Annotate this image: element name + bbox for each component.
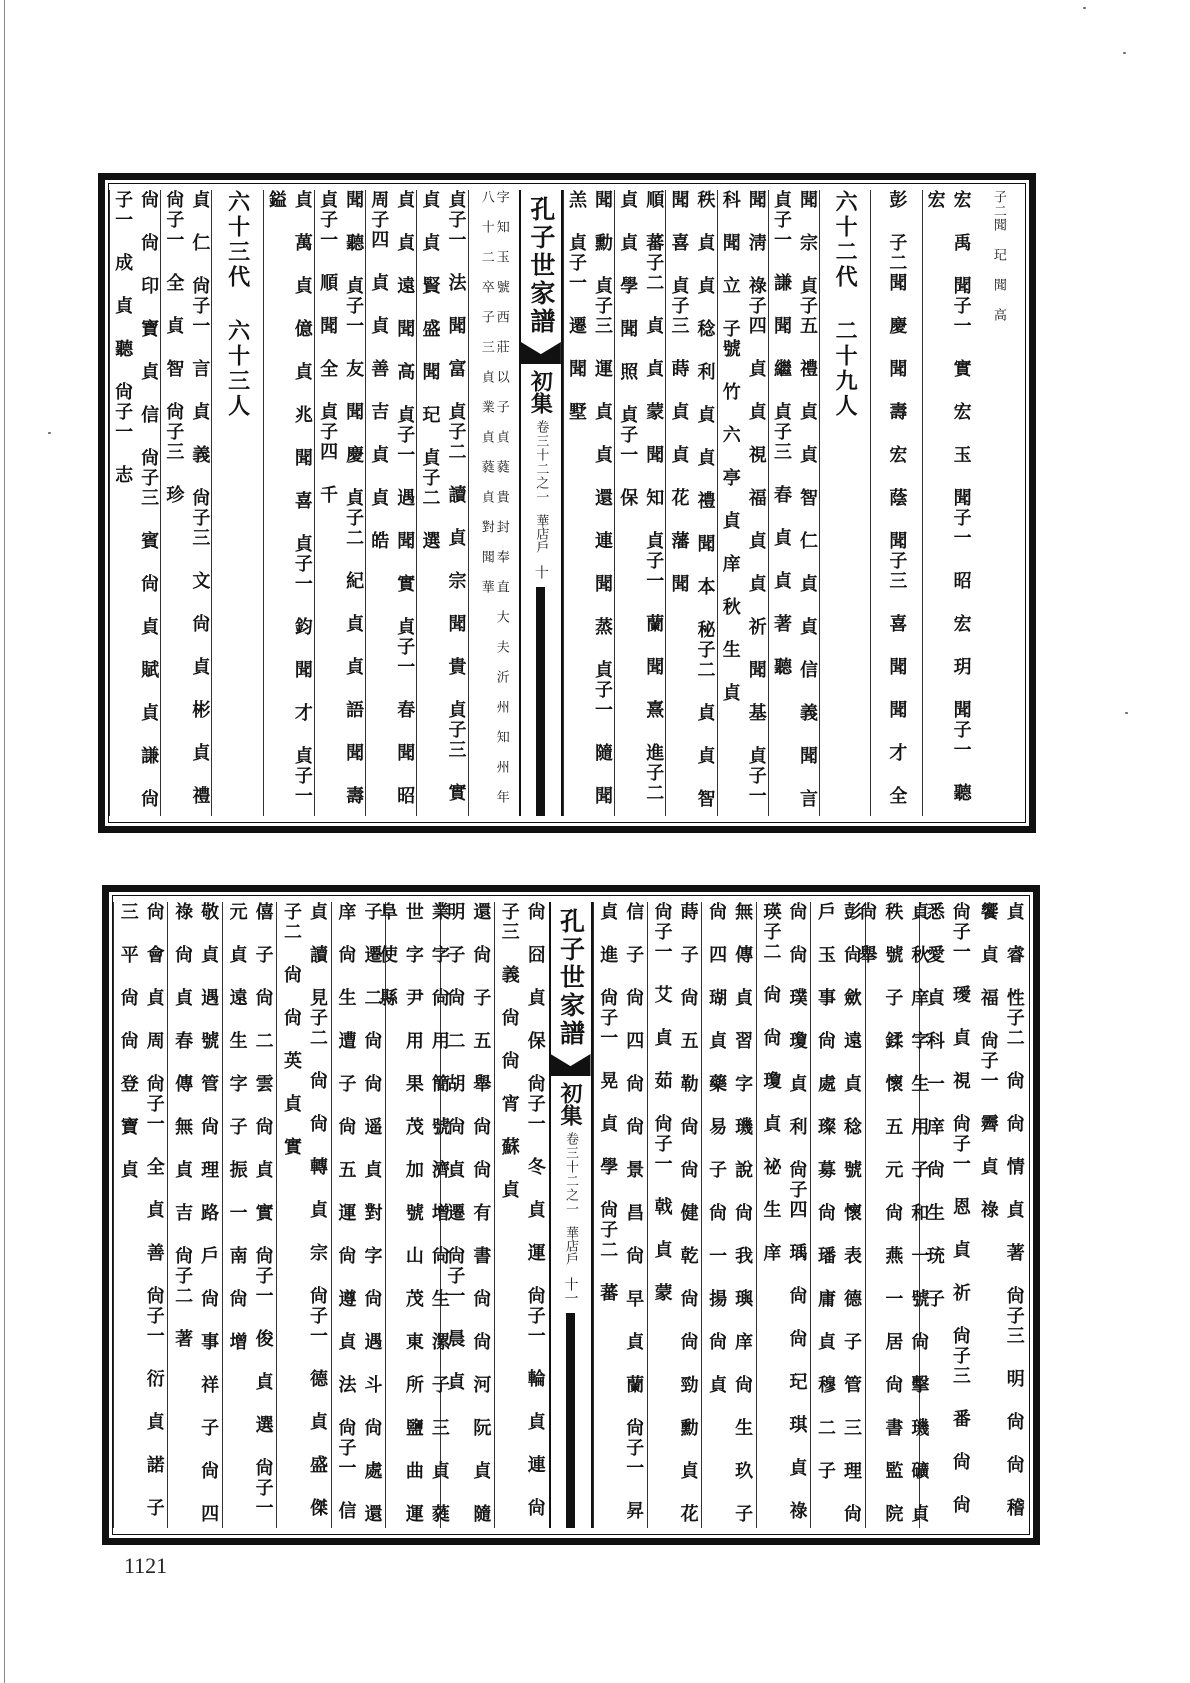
genealogy-column bbox=[973, 190, 1024, 816]
center-black-bar bbox=[536, 587, 545, 816]
column-text: 尙子一 璦 貞 視 尙子一 恩 貞 祈 尙子三 番 尙 尙 悉 愛 貞 科 一 庠 尙 生 珫 子 bbox=[923, 902, 971, 1515]
genealogy-column bbox=[365, 190, 416, 816]
volume-label: 卷三十二之一 bbox=[563, 1132, 578, 1216]
genealogy-column bbox=[614, 190, 665, 816]
book-title: 孔子世家譜 bbox=[556, 908, 586, 1048]
genealogy-column bbox=[819, 190, 870, 816]
genealogy-column bbox=[276, 902, 330, 1528]
fish-tail-mark bbox=[551, 1054, 591, 1076]
column-text: 秩 貞 貞 稔 利 貞 貞 禮 聞 本 秘子二 貞 貞 智 聞 喜 貞子三 蒔 貞 貞 花 藩 聞 bbox=[668, 190, 716, 809]
genealogy-column bbox=[717, 190, 768, 816]
column-text: 字 知 玉 號 西 莊 以 子 貞 蕤 貴 封 奉 直 大 夫 沂 州 知 州 年 八 十 二 卒 子 三 貞 業 貞 蕤 貞 對 聞 華 bbox=[478, 190, 509, 804]
center-black-bar bbox=[566, 1313, 575, 1528]
scan-speck bbox=[1125, 712, 1128, 714]
column-text: 順 蕃子二 貞 貞 蒙 聞 知 貞子一 蘭 聞 熹 進子二 貞 貞 學 聞 照 貞子一 保 bbox=[617, 190, 665, 803]
genealogy-column bbox=[701, 902, 755, 1528]
column-text: 尙 會 貞 周 尙子一 全 貞 善 尙子一 衍 貞 諾 子三 平 尙 尙 登 寶 貞 bbox=[117, 902, 165, 1518]
genealogy-column bbox=[160, 190, 211, 816]
genealogy-page-top bbox=[98, 173, 1036, 833]
column-text: 貞 秋 庠 字 生 用 子 和 一 號 尙 擊 璣 礦 貞 秩 號 子 鍒 懷 五 元 尙 燕 一 居 尙 書 監 院 尙 舉 bbox=[856, 902, 930, 1524]
page-number: 1121 bbox=[124, 1553, 168, 1578]
genealogy-column bbox=[922, 190, 973, 816]
column-text: 子 遷 二 尙 尙 遥 貞 對 字 尙 遇 斗 尙 處 還 庠 尙 生 遭 子 尙 五 運 尙 遵 貞 法 尙子一 信 bbox=[335, 902, 383, 1524]
genealogy-column bbox=[167, 902, 221, 1528]
column-text: 無 傳 貞 習 字 璣 說 尙 我 璵 庠 尙 生 玖 子 尙 四 瑚 貞 藥 易 子 尙 一 揚 尙 貞 bbox=[706, 902, 754, 1524]
genealogy-column bbox=[870, 190, 921, 816]
folio-number: 十一 bbox=[562, 1277, 579, 1305]
column-text: 貞 讀 見子二 尙 尙 轉 貞 宗 尙子一 德 貞 盛 傑子二 尙 尙 英 貞 實 bbox=[281, 902, 329, 1518]
genealogy-column bbox=[974, 902, 1028, 1528]
column-text: 業 字 尙 用 簡 號 濟 增 尙 生 漯 子 三 貞 蕤 世 字 尹 用 果 茂 加 號 山 茂 東 所 鹽 曲 運 阜 使 縣 bbox=[376, 902, 450, 1524]
column-text: 彭 子二聞 慶 聞 壽 宏 蔭 聞子三 喜 聞 聞 才 全 bbox=[886, 190, 908, 806]
scan-speck bbox=[48, 432, 51, 434]
column-text: 貞 貞 遠 聞 高 貞子一 遇 聞 實 貞子一 春 聞 昭 周子四 貞 貞 善 吉 貞 貞 皓 bbox=[368, 190, 416, 806]
column-text: 蒔 子 尙 五 勒 尙 尙 健 乾 尙 尙 勁 勳 貞 花 尙子一 艾 貞 茹 尙子一 戟 貞 蒙 bbox=[651, 902, 699, 1524]
scan-speck bbox=[1123, 52, 1126, 54]
genealogy-column bbox=[665, 190, 716, 816]
center-title-column bbox=[549, 902, 593, 1528]
genealogy-column bbox=[468, 190, 519, 816]
column-text: 六十二代 二十九人 bbox=[832, 190, 859, 419]
column-text: 貞 仁 尙子一 言 貞 義 尙子三 文 尙 貞 彬 貞 禮 尙子一 全 貞 智 尙子三 珍 bbox=[163, 190, 211, 806]
genealogy-column bbox=[376, 902, 450, 1528]
genealogy-column bbox=[222, 902, 276, 1528]
branch-label: 華店戶 bbox=[533, 514, 549, 553]
genealogy-column bbox=[416, 190, 467, 816]
series-label: 初集 bbox=[557, 1082, 583, 1126]
column-text: 子二聞 玘 聞 高 bbox=[990, 190, 1006, 322]
column-text: 尙 尙 璞 瓊 貞 利 尙子四 瑀 尙 尙 玘 琪 貞 祿 瑛子二 尙 尙 瓊 貞 祕 生 庠 bbox=[760, 902, 808, 1521]
page-border bbox=[112, 895, 1030, 1535]
center-title-column bbox=[519, 190, 563, 816]
column-text: 敬 貞 遇 號 管 尙 理 路 戶 尙 事 祥 子 尙 四 祿 尙 貞 春 傳 無 貞 吉 尙子二 著 bbox=[172, 902, 220, 1524]
column-text: 貞 睿 性子二 尙 尙 情 貞 著 尙子三 明 尙 尙 稽 饗 貞 福 尙子一 霽 貞 祿 bbox=[977, 902, 1025, 1518]
folio-number: 十 bbox=[532, 565, 549, 579]
column-text: 聞 宗 貞子五 禮 貞 貞 智 仁 貞 貞 信 義 聞 言 貞子一 謙 聞 繼 貞子三 春 貞 貞 著 聽 bbox=[770, 190, 818, 809]
genealogy-column bbox=[593, 902, 647, 1528]
genealogy-column bbox=[211, 190, 262, 816]
genealogy-column bbox=[563, 190, 614, 816]
genealogy-column bbox=[109, 190, 160, 816]
column-text: 聞 淸 祿子四 貞 貞 視 福 貞 貞 祈 聞 基 貞子一 科 聞 立 子號 竹 六 亭 貞 庠 秋 生 貞 bbox=[719, 190, 767, 806]
genealogy-column bbox=[113, 902, 167, 1528]
column-text: 僖 子 尙 二 雲 尙 貞 實 尙子一 俊 貞 選 尙子一 元 貞 遠 生 字 子 振 一 南 尙 增 bbox=[226, 902, 274, 1518]
genealogy-column bbox=[810, 902, 864, 1528]
column-text: 貞子一 法 聞 富 貞子二 讀 貞 宗 聞 貴 貞子三 實 貞 貞 賢 盛 聞 玘 貞子二 選 bbox=[419, 190, 467, 803]
column-text: 宏 禹 聞子一 實 宏 玉 聞子一 昭 宏 玥 聞子一 聽 宏 bbox=[924, 190, 972, 803]
series-label: 初集 bbox=[527, 370, 554, 414]
genealogy-column bbox=[494, 902, 548, 1528]
fish-tail-mark bbox=[521, 342, 561, 364]
scan-speck bbox=[1083, 7, 1086, 9]
scan-left-edge bbox=[4, 0, 5, 1683]
genealogy-column bbox=[331, 902, 385, 1528]
column-text: 尙 尙 印 寶 貞 信 尙子三 賓 尙 貞 賦 貞 謙 尙子一 成 貞 聽 尙子一 志 bbox=[112, 190, 160, 809]
book-title: 孔子世家譜 bbox=[526, 196, 556, 336]
genealogy-page-bottom bbox=[102, 885, 1040, 1545]
genealogy-column bbox=[314, 190, 365, 816]
column-text: 六十三代 六十三人 bbox=[224, 190, 251, 419]
column-text: 聞 勳 貞子三 運 貞 貞 還 連 聞 蒸 貞子一 隨 聞 羔 貞子一 遷 聞 墅 bbox=[566, 190, 613, 806]
column-text: 貞 萬 貞 億 貞 兆 聞 喜 貞子一 鈞 聞 才 貞子一 鎰 bbox=[265, 190, 313, 806]
column-text: 尙 囧 貞 保 尙子一 冬 貞 運 尙子一 輪 貞 連 尙子三 義 尙 尙 宵 蘇 貞 bbox=[498, 902, 546, 1518]
genealogy-column bbox=[768, 190, 819, 816]
column-text: 還 尙 子 五 舉 尙 尙 有 書 尙 尙 河 阮 貞 隨 明 子 尙 二 胡 尙 貞 遷 尙子一 晨 貞 bbox=[444, 902, 492, 1524]
column-text: 聞 聽 貞子一 友 聞 慶 貞子二 紀 貞 貞 語 聞 壽 貞子一 順 聞 全 貞子四 千 bbox=[317, 190, 365, 806]
genealogy-column bbox=[756, 902, 810, 1528]
branch-label: 華店戶 bbox=[563, 1226, 578, 1265]
genealogy-column bbox=[856, 902, 930, 1528]
genealogy-column bbox=[263, 190, 314, 816]
volume-label: 卷三十二之一 bbox=[533, 420, 549, 504]
column-text: 信 子 尙 四 尙 尙 景 昌 尙 早 貞 蘭 尙子一 昇 貞 進 尙子一 晃 貞 學 尙子二 蕃 bbox=[597, 902, 645, 1521]
column-text: 彭 尙 歛 遠 貞 稔 號 懷 表 德 子 管 三 理 尙 戶 玉 事 尙 處 璨 募 尙 璠 庸 貞 穆 二 子 bbox=[814, 902, 862, 1524]
page-border bbox=[108, 183, 1026, 823]
genealogy-column bbox=[647, 902, 701, 1528]
